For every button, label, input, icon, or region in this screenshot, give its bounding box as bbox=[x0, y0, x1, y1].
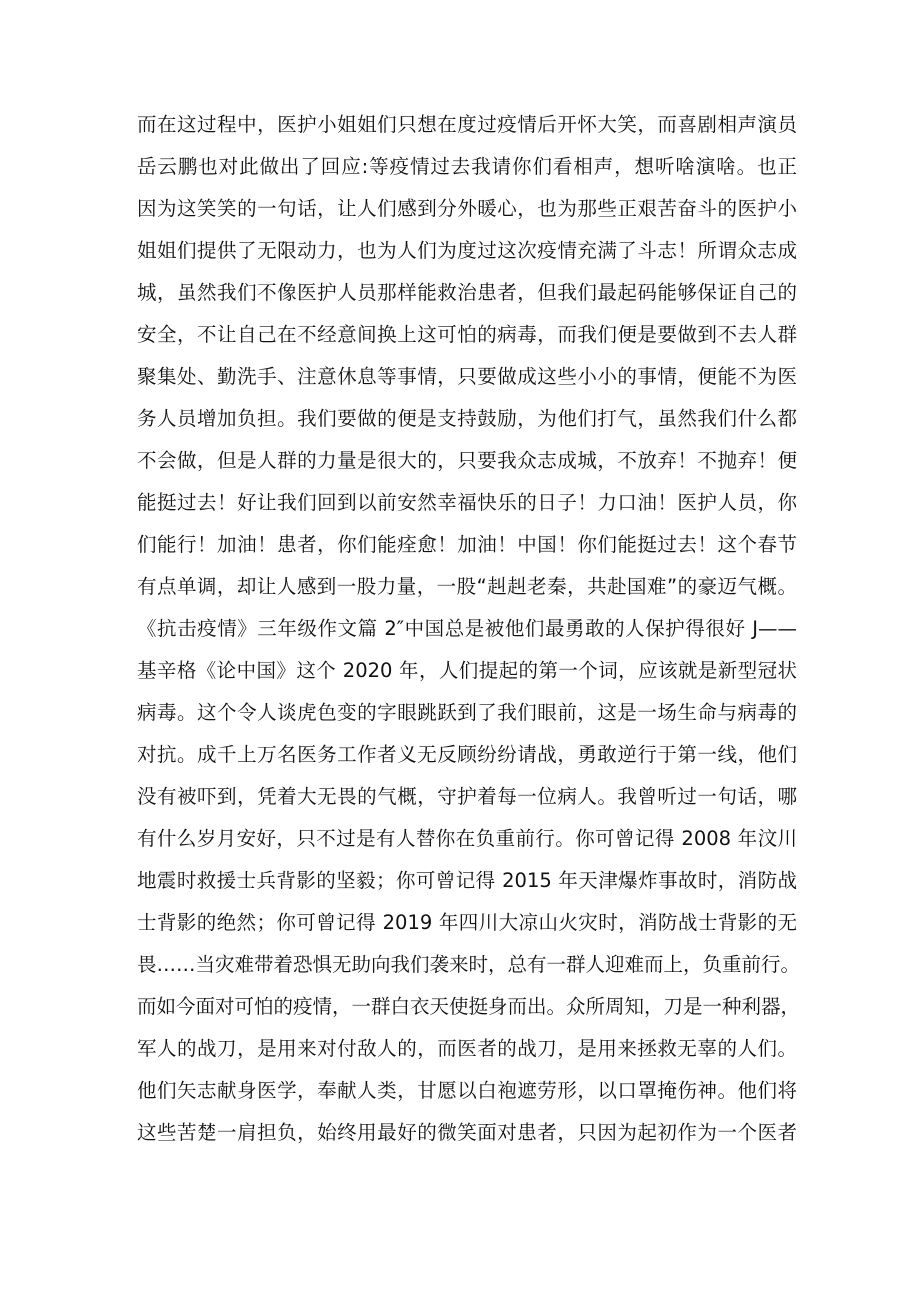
text-line: 们能行！加油！患者，你们能痊愈！加油！中国！你们能挺过去！这个春节 bbox=[137, 533, 797, 556]
text-line: 务人员增加负担。我们要做的便是支持鼓励，为他们打气，虽然我们什么都 bbox=[137, 407, 797, 430]
text-line: 地震时救援士兵背影的坚毅；你可曾记得 2015 年天津爆炸事故时，消防战 bbox=[137, 869, 797, 892]
text-line: 能挺过去！好让我们回到以前安然幸福快乐的日子！力口油！医护人员，你 bbox=[137, 491, 797, 514]
text-line: 他们矢志献身医学，奉献人类，甘愿以白袍遮劳形，以口罩掩伤神。他们将 bbox=[137, 1079, 797, 1102]
text-line: 有点单调，却让人感到一股力量，一股“赳赳老秦，共赴国难”的豪迈气概。 bbox=[137, 575, 797, 598]
text-line: 而如今面对可怕的疫情，一群白衣天使挺身而出。众所周知，刀是一种利器， bbox=[137, 995, 801, 1018]
text-line: 因为这笑笑的一句话，让人们感到分外暖心，也为那些正艰苦奋斗的医护小 bbox=[137, 197, 797, 220]
document-body bbox=[137, 104, 801, 1154]
text-line: 聚集处、勤洗手、注意休息等事情，只要做成这些小小的事情，便能不为医 bbox=[137, 365, 797, 388]
text-line: 没有被吓到，凭着大无畏的气概，守护着每一位病人。我曾听过一句话，哪 bbox=[137, 785, 797, 808]
text-line: 对抗。成千上万名医务工作者义无反顾纷纷请战，勇敢逆行于第一线，他们 bbox=[137, 743, 797, 766]
text-line: 士背影的绝然；你可曾记得 2019 年四川大凉山火灾时，消防战士背影的无 bbox=[137, 911, 797, 934]
text-line: 城，虽然我们不像医护人员那样能救治患者，但我们最起码能够保证自己的 bbox=[137, 281, 797, 304]
text-line: 不会做，但是人群的力量是很大的，只要我众志成城，不放弃！不抛弃！便 bbox=[137, 449, 797, 472]
text-line: 军人的战刀，是用来对付敌人的，而医者的战刀，是用来拯救无辜的人们。 bbox=[137, 1037, 797, 1060]
text-line: 有什么岁月安好，只不过是有人替你在负重前行。你可曾记得 2008 年汶川 bbox=[137, 827, 797, 850]
text-line: 《抗击疫情》三年级作文篇 2″中国总是被他们最勇敢的人保护得很好 J—— bbox=[137, 617, 797, 640]
text-line: 基辛格《论中国》这个 2020 年，人们提起的第一个词，应该就是新型冠状 bbox=[137, 659, 797, 682]
text-line: 岳云鹏也对此做出了回应:等疫情过去我请你们看相声，想听啥演啥。也正 bbox=[137, 155, 797, 178]
text-line: 姐姐们提供了无限动力，也为人们为度过这次疫情充满了斗志！所谓众志成 bbox=[137, 239, 797, 262]
text-line: 病毒。这个令人谈虎色变的字眼跳跃到了我们眼前，这是一场生命与病毒的 bbox=[137, 701, 797, 724]
text-line: 这些苦楚一肩担负，始终用最好的微笑面对患者，只因为起初作为一个医者 bbox=[137, 1121, 797, 1144]
text-line: 而在这过程中，医护小姐姐们只想在度过疫情后开怀大笑，而喜剧相声演员 bbox=[137, 113, 797, 136]
text-line: 畏……当灾难带着恐惧无助向我们袭来时，总有一群人迎难而上，负重前行。 bbox=[137, 953, 801, 976]
text-line: 安全，不让自己在不经意间换上这可怕的病毒，而我们便是要做到不去人群 bbox=[137, 323, 797, 346]
